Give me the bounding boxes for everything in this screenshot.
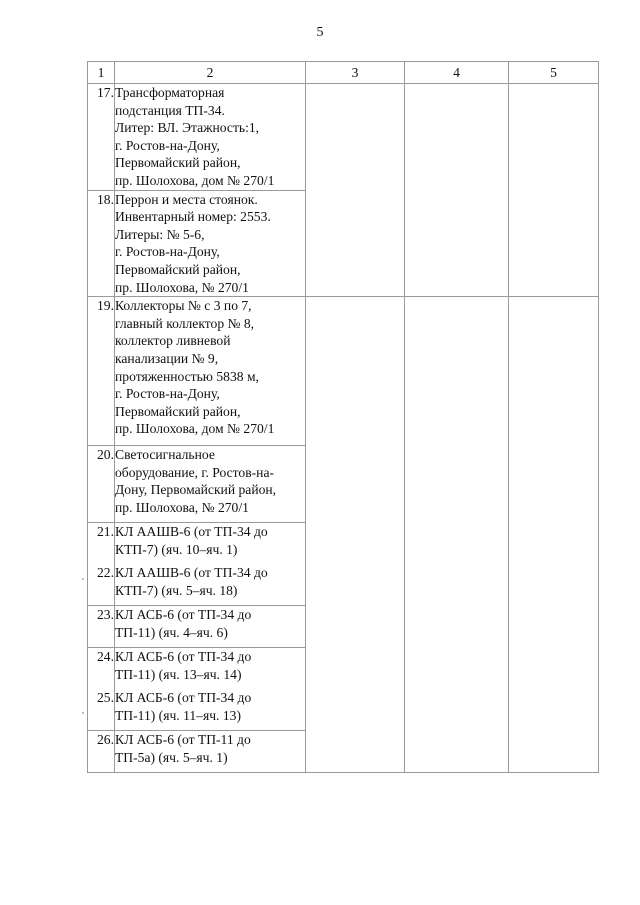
- row-number: 18.: [88, 190, 115, 297]
- row-description: КЛ АСБ-6 (от ТП-34 до ТП-11) (яч. 11–яч. 13): [115, 689, 306, 731]
- cell-col-5: [509, 297, 599, 773]
- row-number: 25.: [88, 689, 115, 731]
- row-description: Трансформаторная подстанция ТП-34. Литер: ВЛ. Этажность:1, г. Ростов-на-Дону, Первомайский район, пр. Шолохова, дом № 270/1: [115, 84, 306, 191]
- scan-mark: [82, 578, 84, 580]
- row-number: 19.: [88, 297, 115, 446]
- row-number: 23.: [88, 606, 115, 648]
- cell-col-4: [405, 84, 509, 297]
- page-number: 5: [316, 25, 324, 40]
- header-col-5: 5: [509, 62, 599, 84]
- table-header-row: [88, 62, 599, 84]
- table-row: [88, 297, 599, 446]
- header-col-4: 4: [405, 62, 509, 84]
- row-number: 22.: [88, 564, 115, 606]
- header-col-3: 3: [306, 62, 405, 84]
- cell-col-3: [306, 297, 405, 773]
- row-number: 17.: [88, 84, 115, 191]
- row-description: Светосигнальное оборудование, г. Ростов-на- Дону, Первомайский район, пр. Шолохова, № 270/1: [115, 446, 306, 523]
- cell-col-3: [306, 84, 405, 297]
- row-number: 26.: [88, 731, 115, 773]
- scan-mark: [82, 712, 84, 714]
- cell-col-4: [405, 297, 509, 773]
- row-description: КЛ АСБ-6 (от ТП-11 до ТП-5а) (яч. 5–яч. 1): [115, 731, 306, 773]
- row-description: КЛ АСБ-6 (от ТП-34 до ТП-11) (яч. 13–яч. 14): [115, 648, 306, 690]
- row-number: 21.: [88, 523, 115, 565]
- row-description: КЛ АСБ-6 (от ТП-34 до ТП-11) (яч. 4–яч. 6): [115, 606, 306, 648]
- row-description: Перрон и места стоянок. Инвентарный номер: 2553. Литеры: № 5-6, г. Ростов-на-Дону, Первомайский район, пр. Шолохова, № 270/1: [115, 190, 306, 297]
- header-col-2: 2: [115, 62, 306, 84]
- property-table: [87, 61, 599, 773]
- row-description: КЛ ААШВ-6 (от ТП-34 до КТП-7) (яч. 5–яч. 18): [115, 564, 306, 606]
- row-number: 24.: [88, 648, 115, 690]
- table-row: [88, 84, 599, 191]
- row-description: КЛ ААШВ-6 (от ТП-34 до КТП-7) (яч. 10–яч. 1): [115, 523, 306, 565]
- header-col-1: 1: [88, 62, 115, 84]
- row-number: 20.: [88, 446, 115, 523]
- row-description: Коллекторы № с 3 по 7, главный коллектор № 8, коллектор ливневой канализации № 9, протяженностью 5838 м, г. Ростов-на-Дону, Первомайский район, пр. Шолохова, дом № 270/1: [115, 297, 306, 446]
- cell-col-5: [509, 84, 599, 297]
